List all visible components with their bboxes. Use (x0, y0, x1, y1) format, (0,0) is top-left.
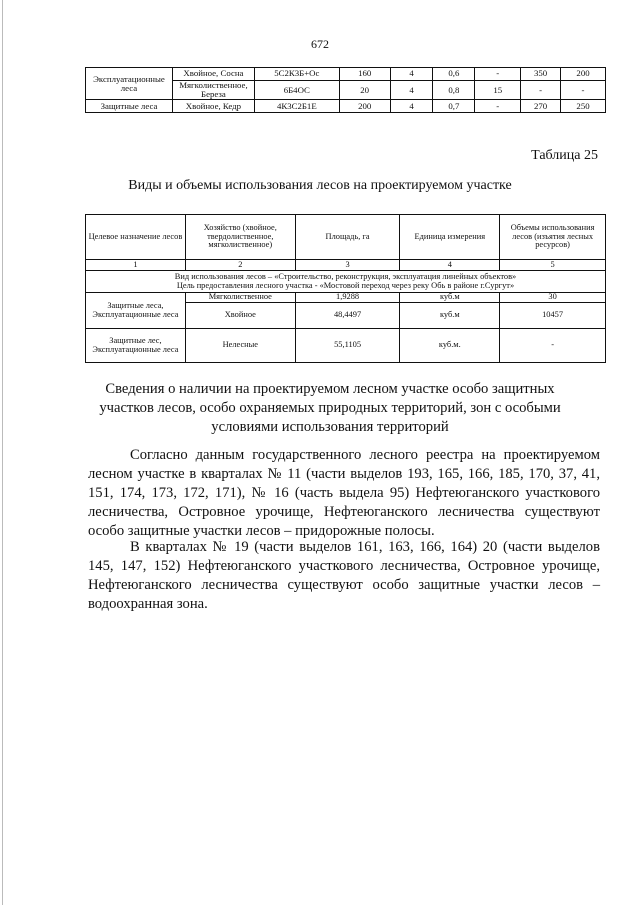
column-number: 3 (295, 260, 400, 271)
column-number: 4 (400, 260, 500, 271)
section-heading: Сведения о наличии на проектируемом лесном участке особо защитных участков лесов, особо охраняемых природных территорий, зон с особыми условиями использования территорий (99, 381, 561, 435)
use-description-row (86, 271, 606, 293)
cell-area: 200 (339, 100, 390, 113)
cell-unit: куб.м (400, 303, 500, 329)
column-number-row (86, 260, 606, 271)
cell-value: 350 (521, 68, 561, 81)
header-purpose: Целевое назначение лесов (86, 215, 186, 260)
cell-area: 160 (339, 68, 390, 81)
cell-farm: Хвойное, Кедр (172, 100, 254, 113)
cell-formula: 5С2К3Б+Ос (254, 68, 339, 81)
cell-value: - (475, 100, 521, 113)
cell-value: 4 (390, 100, 433, 113)
column-number: 5 (500, 260, 606, 271)
cell-value: 270 (521, 100, 561, 113)
cell-purpose: Эксплуатационные леса (86, 68, 173, 100)
cell-formula: 6Б4ОС (254, 81, 339, 100)
cell-value: 4 (390, 81, 433, 100)
cell-value: - (561, 81, 606, 100)
cell-unit: куб.м. (400, 329, 500, 363)
paragraph-protected-areas-water: В кварталах № 19 (части выделов 161, 163, 166, 164) 20 (части выделов 145, 147, 152) Нефтеюганского участкового лесничества, Островное урочище, Нефтеюганского лесничества существуют особо защитные участки лесов – водоохранная зона. (88, 539, 600, 612)
table-number: Таблица 25 (531, 148, 598, 163)
cell-area: 1,9288 (295, 293, 400, 303)
cell-value: 15 (475, 81, 521, 100)
purpose-line: Цель предоставления лесного участка - «Мостовой переход через реку Обь в районе г.Сургут» (176, 280, 515, 290)
table-row (86, 329, 606, 363)
forest-stand-table (85, 67, 606, 113)
cell-unit: куб.м (400, 293, 500, 303)
cell-purpose: Защитные леса (86, 100, 173, 113)
cell-area: 48,4497 (295, 303, 400, 329)
use-type-line: Вид использования лесов – «Строительство, реконструкция, эксплуатация линейных объектов» (174, 271, 517, 281)
cell-value: 200 (561, 68, 606, 81)
cell-farm: Мягколиственное (185, 293, 295, 303)
header-farm: Хозяйство (хвойное, твердолиственное, мягколиственное) (185, 215, 295, 260)
table-header-row (86, 215, 606, 260)
header-unit: Единица измерения (400, 215, 500, 260)
cell-farm: Мягколиственное, Береза (172, 81, 254, 100)
cell-farm: Хвойное (185, 303, 295, 329)
cell-value: - (521, 81, 561, 100)
cell-volume: 30 (500, 293, 606, 303)
cell-value: - (475, 68, 521, 81)
cell-value: 0,8 (433, 81, 475, 100)
cell-farm: Хвойное, Сосна (172, 68, 254, 81)
table-title: Виды и объемы использования лесов на проектируемом участке (128, 178, 512, 193)
table-row (86, 100, 606, 113)
cell-purpose: Защитные леса, Эксплуатационные леса (86, 293, 186, 329)
cell-area: 55,1105 (295, 329, 400, 363)
cell-farm: Нелесные (185, 329, 295, 363)
paragraph-protected-areas-roadside: Согласно данным государственного лесного реестра на проектируемом лесном участке в кварталах № 11 (части выделов 193, 165, 166, 185, 170, 37, 41, 151, 174, 173, 172, 171), № 16 (часть выдела 95) Нефтеюганского участкового лесничества, Островное урочище, Нефтеюганского лесничества существуют особо защитные участки лесов – придорожные полосы. (88, 447, 600, 539)
header-volume: Объемы использования лесов (изъятия лесных ресурсов) (500, 215, 606, 260)
cell-volume: 10457 (500, 303, 606, 329)
cell-area: 20 (339, 81, 390, 100)
table-row (86, 293, 606, 303)
cell-formula: 4К3С2Б1Е (254, 100, 339, 113)
scan-edge-line (2, 0, 3, 905)
header-area: Площадь, га (295, 215, 400, 260)
cell-value: 4 (390, 68, 433, 81)
forest-use-table (85, 214, 606, 363)
column-number: 2 (185, 260, 295, 271)
table-row (86, 68, 606, 81)
cell-value: 0,6 (433, 68, 475, 81)
cell-value: 250 (561, 100, 606, 113)
cell-volume: - (500, 329, 606, 363)
cell-purpose: Защитные лес, Эксплуатационные леса (86, 329, 186, 363)
page-number: 672 (311, 37, 329, 51)
cell-value: 0,7 (433, 100, 475, 113)
column-number: 1 (86, 260, 186, 271)
